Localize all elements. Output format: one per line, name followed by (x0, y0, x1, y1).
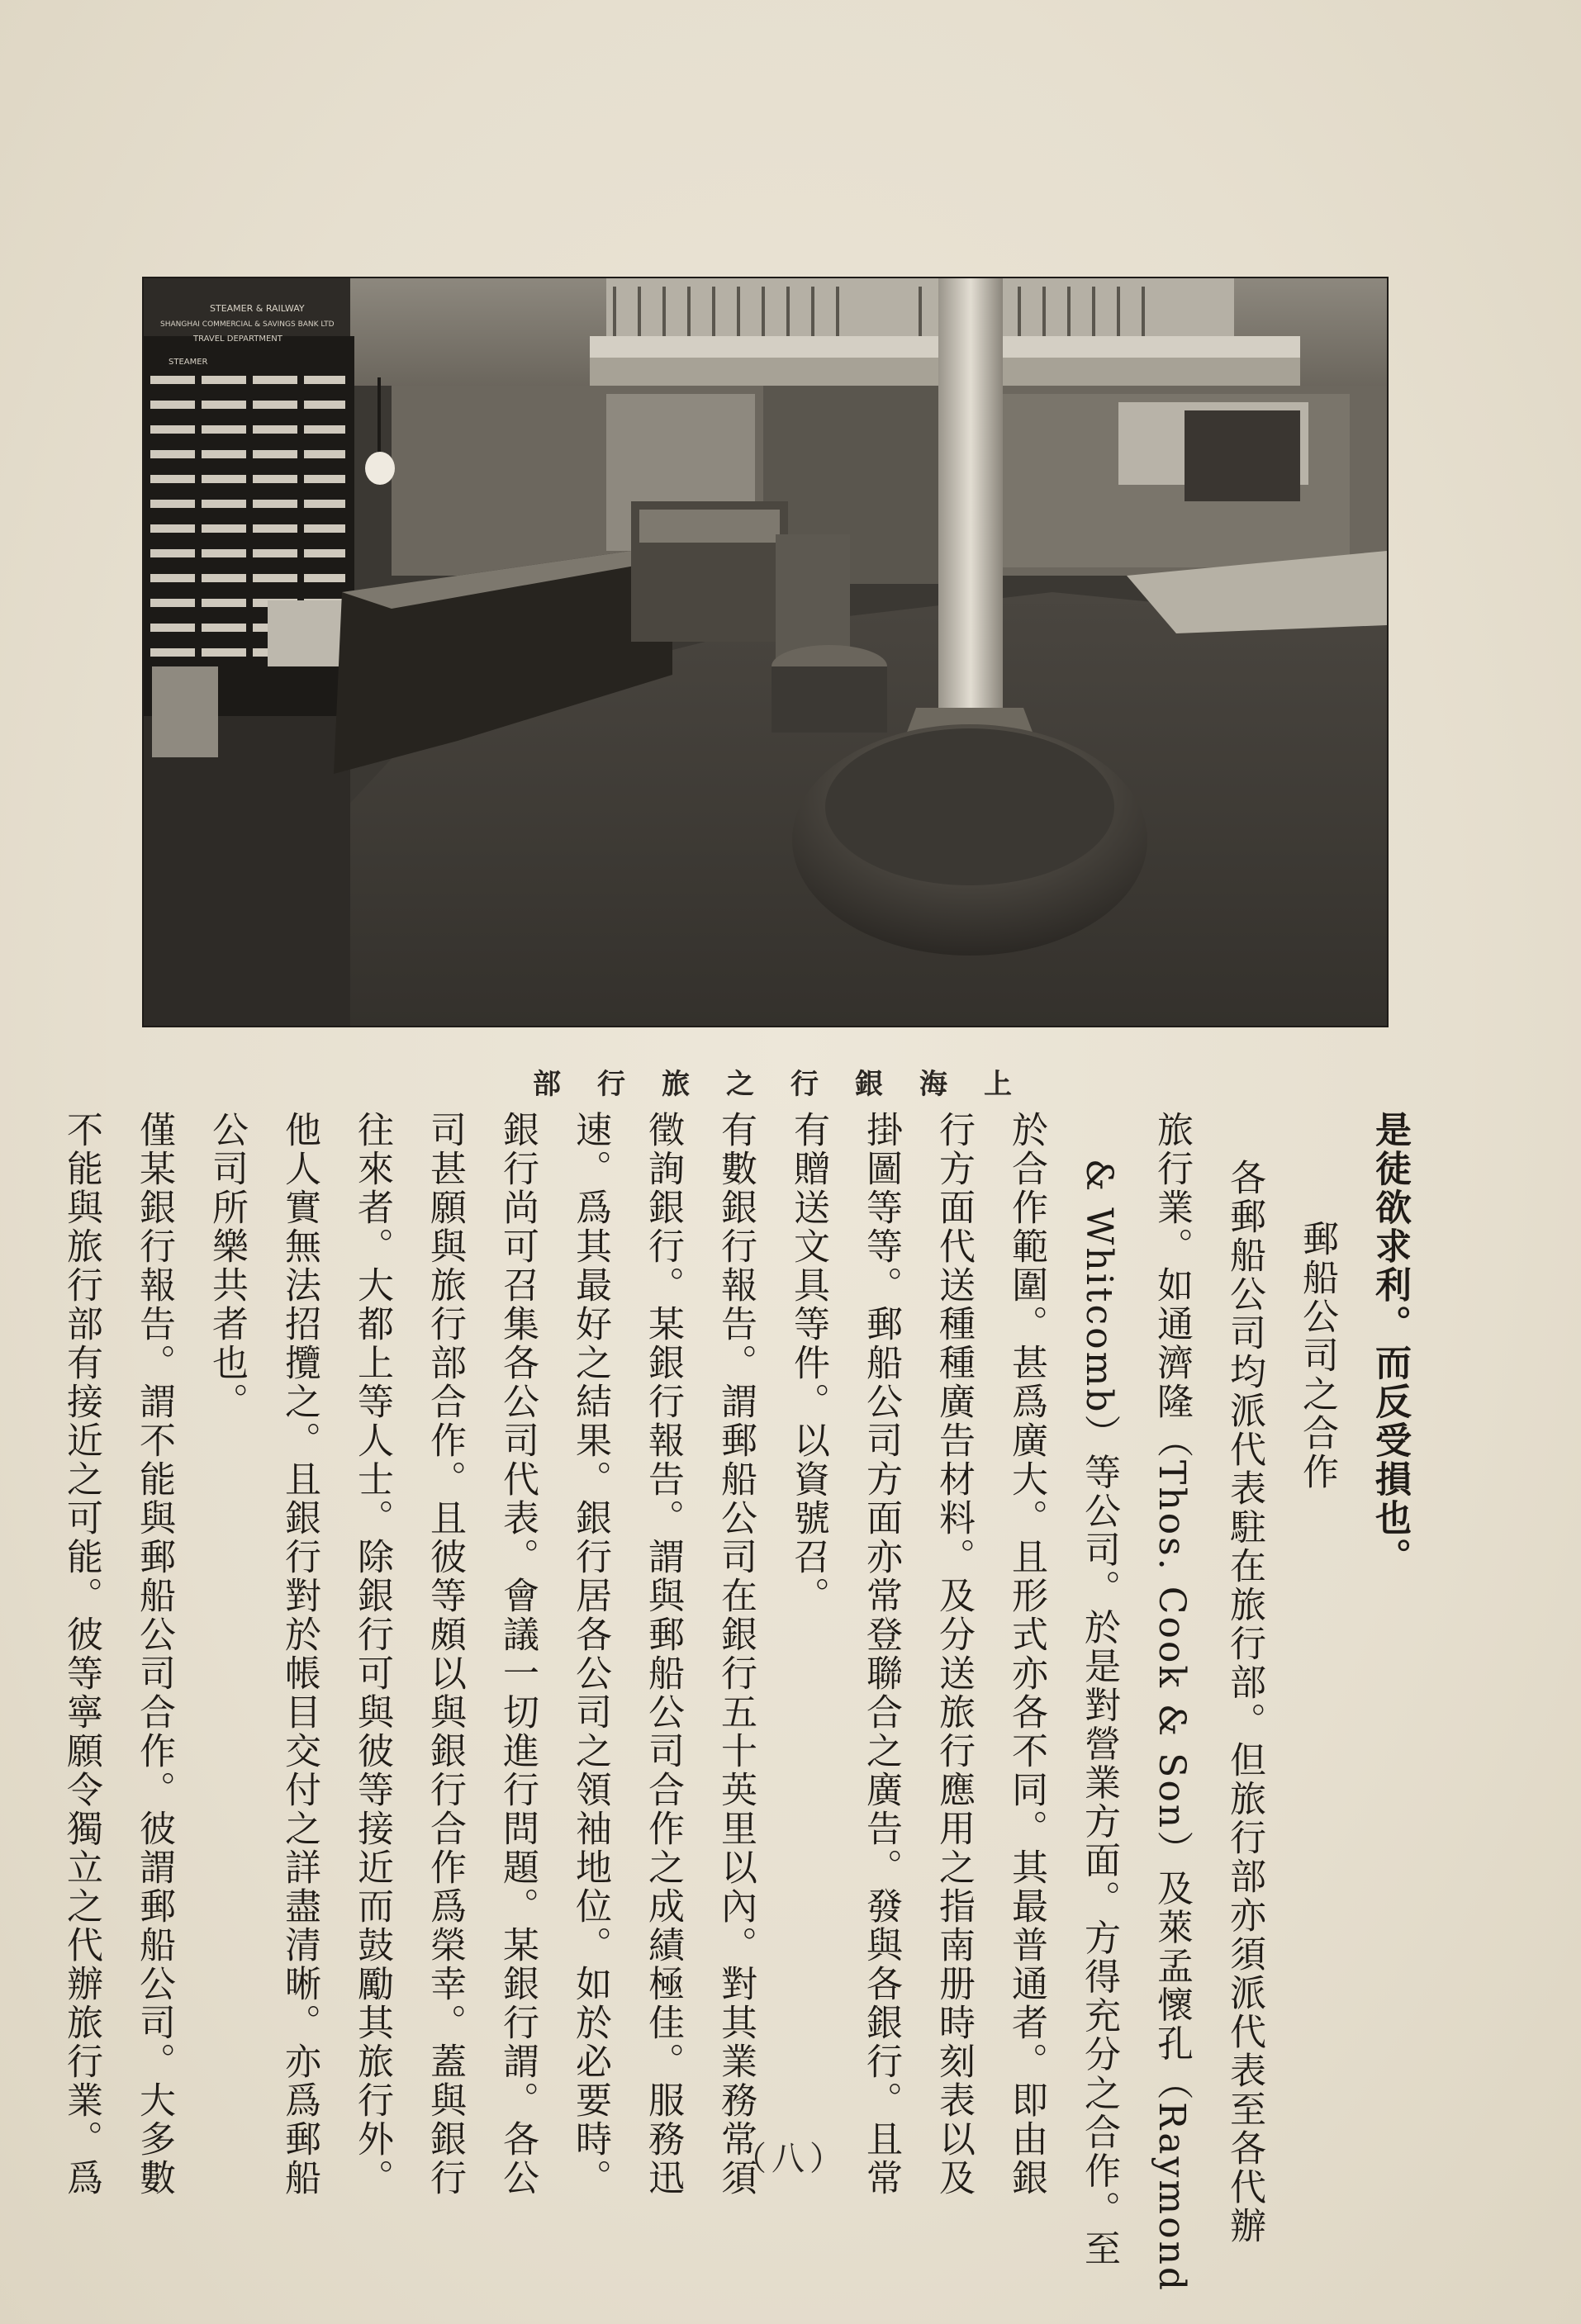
interior-photograph (144, 278, 1387, 1026)
text-column-3: 各郵船公司均派代表駐在旅行部。但旅行部亦須派代表至各代辦 (1223, 1159, 1265, 2246)
text-column-14: 司甚願與旅行部合作。且彼等頗以與銀行合作爲榮幸。蓋與銀行 (424, 1111, 466, 2198)
sign-line-2: SHANGHAI COMMERCIAL & SAVINGS BANK LTD (160, 320, 335, 329)
sign-line-3: TRAVEL DEPARTMENT (193, 334, 282, 344)
text-column-1: 是徒欲求利。而反受損也。 (1369, 1111, 1411, 1577)
text-column-7: 行方面代送種種廣告材料。及分送旅行應用之指南册時刻表以及 (933, 1111, 975, 2198)
photo-caption: 上海銀行之旅行部 (533, 1068, 1048, 1101)
vertical-text-body (60, 1111, 1426, 2293)
section-heading: 郵船公司之合作 (1296, 1220, 1338, 1492)
text-column-13: 銀行尚可召集各公司代表。會議一切進行問題。某銀行謂。各公 (496, 1111, 539, 2198)
text-column-11: 徵詢銀行。某銀行報告。謂與郵船公司合作之成績極佳。服務迅 (642, 1111, 684, 2198)
text-column-16: 他人實無法招攬之。且銀行對於帳目交付之詳盡清晰。亦爲郵船 (278, 1111, 320, 2198)
sign-line-4: STEAMER (169, 358, 208, 367)
text-column-17: 公司所樂共者也。 (206, 1111, 248, 1421)
text-column-19: 不能與旅行部有接近之可能。彼等寧願令獨立之代辦旅行業。爲 (60, 1111, 102, 2198)
text-column-9: 有贈送文具等件。以資號召。 (787, 1111, 829, 1615)
text-column-5: & Whitcomb）等公司。於是對營業方面。方得充分之合作。至 (1078, 1159, 1120, 2269)
text-column-6: 於合作範圍。甚爲廣大。且形式亦各不同。其最普通者。即由銀 (1005, 1111, 1047, 2198)
sign-line-1: STEAMER & RAILWAY (210, 303, 305, 314)
bank-travel-department-photo (142, 277, 1389, 1027)
text-column-15: 往來者。大都上等人士。除銀行可與彼等接近而鼓勵其旅行外。 (351, 1111, 393, 2198)
text-column-10: 有數銀行報告。謂郵船公司在銀行五十英里以內。對其業務常須 (715, 1111, 757, 2198)
page-number: （八） (734, 2140, 847, 2178)
text-column-12: 速。爲其最好之結果。銀行居各公司之領袖地位。如於必要時。 (569, 1111, 611, 2198)
text-column-18: 僅某銀行報告。謂不能與郵船公司合作。彼謂郵船公司。大多數 (133, 1111, 175, 2198)
text-column-4: 旅行業。如通濟隆（Thos. Cook & Son）及萊孟懷孔（Raymond (1151, 1111, 1193, 2293)
text-column-8: 掛圖等等。郵船公司方面亦常登聯合之廣告。發與各銀行。且常 (860, 1111, 902, 2198)
